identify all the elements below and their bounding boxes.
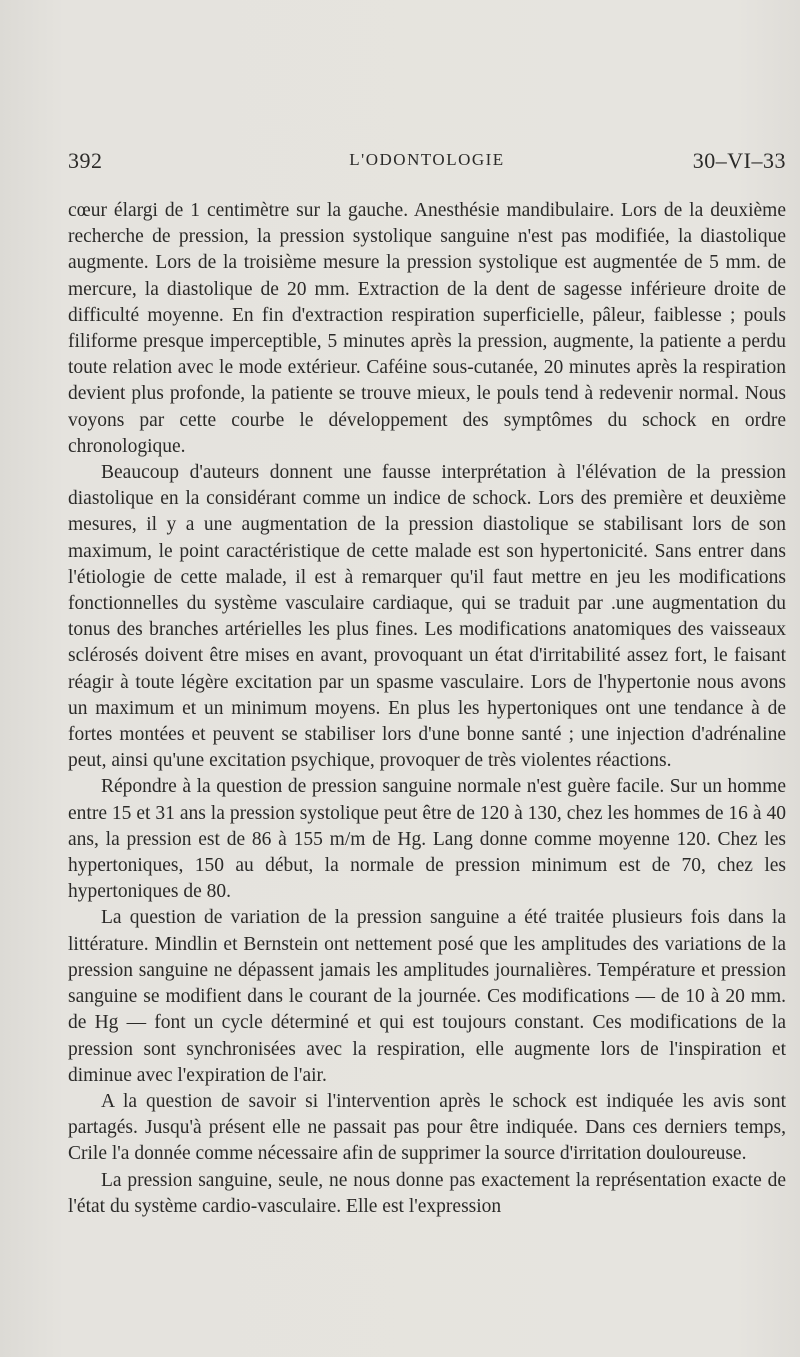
paragraph: La pression sanguine, seule, ne nous donne pas exactement la représentation exacte de l'état du système cardio-vasculaire. Elle est l'expression	[68, 1169, 786, 1217]
issue-date: 30–VI–33	[692, 148, 786, 173]
running-title: L'ODONTOLOGIE	[349, 150, 505, 169]
body-text	[68, 198, 786, 1220]
page-header	[68, 148, 786, 180]
paragraph: Répondre à la question de pression sanguine normale n'est guère facile. Sur un homme entre 15 et 31 ans la pression systolique peut être de 120 à 130, chez les hommes de 16 à 40 ans, la pression est de 86 à 155 m/m de Hg. Lang donne comme moyenne 120. Chez les hypertoniques, 150 au début, la normale de pression minimum est de 70, chez les hypertoniques de 80.	[68, 776, 786, 903]
paragraph: cœur élargi de 1 centimètre sur la gauche. Anesthésie mandibulaire. Lors de la deuxième recherche de pression, la pression systolique sanguine n'est pas modifiée, la diastolique augmente. Lors de la troisième mesure la pression systolique est augmentée de 5 mm. de mercure, la diastolique de 20 mm. Extraction de la dent de sagesse inférieure droite de difficulté moyenne. En fin d'extraction respiration superficielle, pâleur, faiblesse ; pouls filiforme presque imperceptible, 5 minutes après la pression, augmente, la patiente a perdu toute relation avec le mode extérieur. Caféine sous-cutanée, 20 minutes après la respiration devient plus profonde, la patiente se trouve mieux, le pouls tend à redevenir normal. Nous voyons par cette courbe le développement des symptômes du schock en ordre chronologique.	[68, 200, 786, 457]
paragraph: Beaucoup d'auteurs donnent une fausse interprétation à l'élévation de la pression diastolique en la considérant comme un indice de schock. Lors des première et deuxième mesures, il y a une augmentation de la pression diastolique se stabilisant lors de son maximum, le point caractéristique de cette malade est son hypertonicité. Sans entrer dans l'étiologie de cette malade, il est à remarquer qu'il faut mettre en jeu les modifications fonctionnelles du système vasculaire cardiaque, qui se traduit par .une augmentation du tonus des branches artérielles les plus fines. Les modifications anatomiques des vaisseaux sclérosés doivent être mises en avant, provoquant un état d'irritabilité assez fort, le faisant réagir à toute légère excitation par un spasme vasculaire. Lors de l'hypertonie nous avons un maximum et un minimum moyens. En plus les hypertoniques ont une tendance à de fortes montées et peuvent se stabiliser lors d'une bonne santé ; une injection d'adrénaline peut, ainsi qu'une excitation psychique, provoquer de très violentes réactions.	[68, 462, 786, 772]
page-number: 392	[68, 148, 103, 173]
paragraph: La question de variation de la pression sanguine a été traitée plusieurs fois dans la littérature. Mindlin et Bernstein ont nettement posé que les amplitudes des variations de la pression sanguine ne dépassent jamais les amplitudes journalières. Température et pression sanguine se modifient dans le courant de la journée. Ces modifications — de 10 à 20 mm. de Hg — font un cycle déterminé et qui est toujours constant. Ces modifications de la pression sont synchronisées avec la respiration, elle augmente lors de l'inspiration et diminue avec l'expiration de l'air.	[68, 907, 786, 1086]
paragraph: A la question de savoir si l'intervention après le schock est indiquée les avis sont partagés. Jusqu'à présent elle ne passait pas pour être indiquée. Dans ces derniers temps, Crile l'a donnée comme nécessaire afin de supprimer la source d'irritation douloureuse.	[68, 1090, 786, 1165]
